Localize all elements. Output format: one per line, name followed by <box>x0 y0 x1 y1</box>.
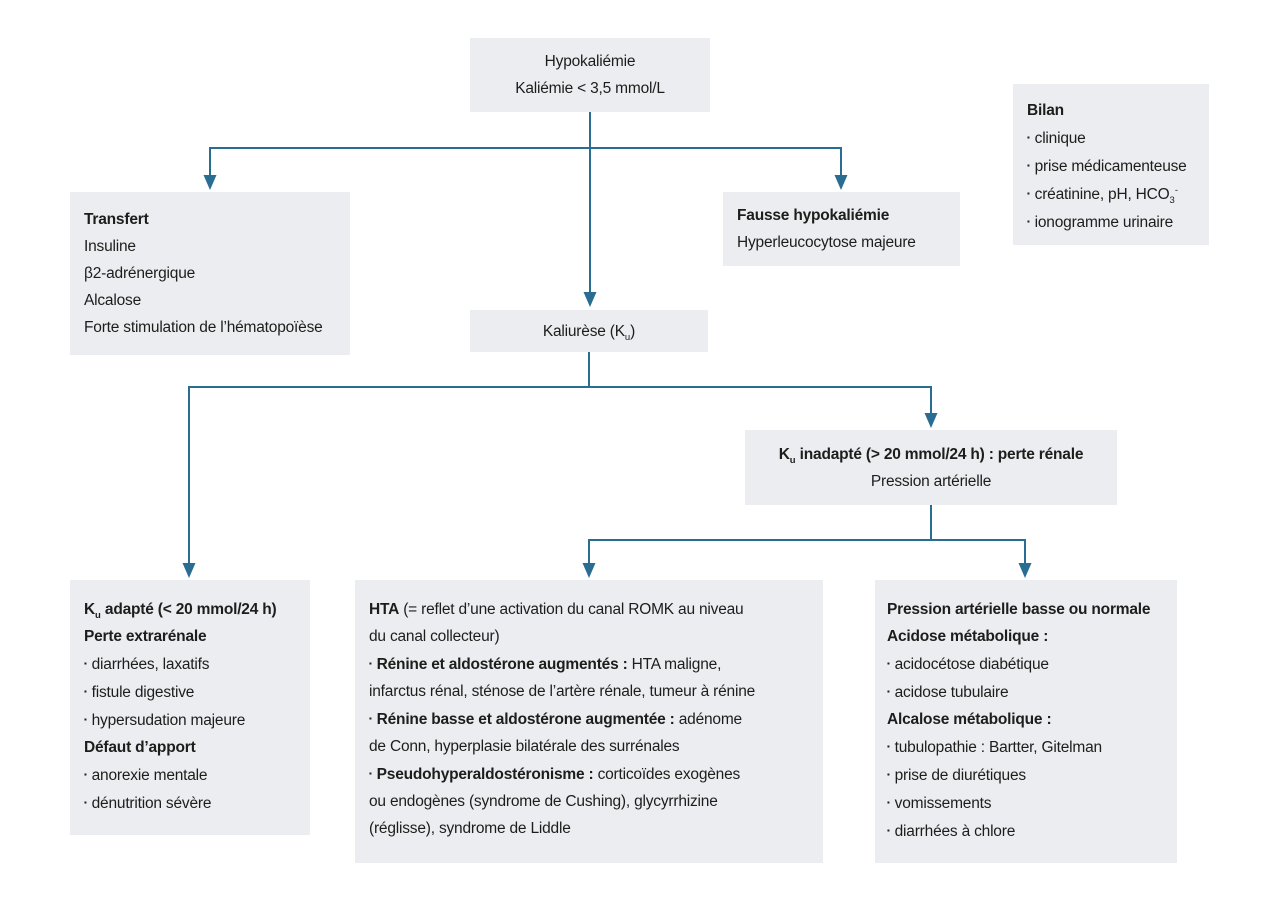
text-line <box>369 678 815 705</box>
bullet-icon: ▪ <box>84 798 87 807</box>
text-line <box>887 761 1171 789</box>
text-segment: inadapté (> 20 mmol/24 h) : perte rénale <box>795 445 1084 463</box>
text-line <box>84 206 342 233</box>
text-segment: Fausse hypokaliémie <box>737 207 890 224</box>
text-segment: - <box>1174 185 1178 196</box>
text-segment: acidocétose diabétique <box>894 656 1049 673</box>
text-line <box>1027 124 1201 152</box>
text-segment: prise médicamenteuse <box>1034 158 1187 175</box>
text-line <box>887 789 1171 817</box>
text-line <box>737 229 952 256</box>
text-segment: Hyperleucocytose majeure <box>737 234 916 251</box>
text-segment: Forte stimulation de l’hématopoïèse <box>84 319 323 336</box>
arrowhead-icon <box>835 175 848 190</box>
text-line <box>84 287 342 314</box>
text-line <box>84 761 302 789</box>
text-line <box>84 650 302 678</box>
text-line <box>887 706 1171 733</box>
node-hta <box>355 580 823 863</box>
text-line <box>887 733 1171 761</box>
text-segment: dénutrition sévère <box>91 795 212 812</box>
text-line <box>84 314 342 341</box>
text-line <box>84 789 302 817</box>
text-segment: β2-adrénergique <box>84 265 196 282</box>
text-segment: tubulopathie : Bartter, Gitelman <box>894 739 1102 756</box>
text-segment: fistule digestive <box>91 684 195 701</box>
text-segment: adénome <box>674 711 742 728</box>
bullet-icon: ▪ <box>369 714 372 723</box>
text-segment: u <box>624 331 631 343</box>
arrowhead-icon <box>183 563 196 578</box>
text-segment: créatinine, pH, HCO <box>1034 186 1170 203</box>
text-segment: prise de diurétiques <box>894 767 1026 784</box>
bullet-icon: ▪ <box>887 770 890 779</box>
text-segment: Pression artérielle basse ou normale <box>887 601 1151 618</box>
arrowhead-icon <box>925 413 938 428</box>
text-segment: (réglisse), syndrome de Liddle <box>369 820 571 837</box>
bullet-icon: ▪ <box>887 798 890 807</box>
text-line <box>369 623 815 650</box>
node-fausse-hypokaliemie <box>723 192 960 266</box>
text-segment: Rénine et aldostérone augmentés : <box>376 656 628 673</box>
node-ku-adapte <box>70 580 310 835</box>
text-segment: Perte extrarénale <box>84 628 207 645</box>
text-line <box>369 705 815 733</box>
text-segment: diarrhées, laxatifs <box>91 656 210 673</box>
text-segment: de Conn, hyperplasie bilatérale des surrénales <box>369 738 680 755</box>
text-segment: Alcalose <box>84 292 141 309</box>
text-segment: Pseudohyperaldostéronisme : <box>376 766 594 783</box>
text-segment: Défaut d’apport <box>84 739 196 756</box>
bullet-icon: ▪ <box>369 769 372 778</box>
text-line <box>887 650 1171 678</box>
text-line <box>470 75 710 102</box>
text-line <box>887 678 1171 706</box>
text-segment: ionogramme urinaire <box>1034 214 1173 231</box>
text-segment: hypersudation majeure <box>91 712 246 729</box>
text-line <box>369 596 815 623</box>
text-line <box>84 260 342 287</box>
text-line <box>737 202 952 229</box>
bullet-icon: ▪ <box>369 659 372 668</box>
bullet-icon: ▪ <box>887 687 890 696</box>
text-segment: Kaliurèse (K <box>542 322 625 340</box>
bullet-icon: ▪ <box>1027 189 1030 198</box>
text-segment: K <box>84 601 95 618</box>
text-segment: u <box>95 610 101 621</box>
text-segment: ou endogènes (syndrome de Cushing), glycyrrhizine <box>369 793 718 810</box>
bullet-icon: ▪ <box>1027 161 1030 170</box>
text-line <box>84 734 302 761</box>
arrowhead-icon <box>584 292 597 307</box>
bullet-icon: ▪ <box>84 659 87 668</box>
text-line <box>745 441 1117 468</box>
text-line <box>84 678 302 706</box>
bullet-icon: ▪ <box>84 715 87 724</box>
bullet-icon: ▪ <box>84 687 87 696</box>
bullet-icon: ▪ <box>887 826 890 835</box>
text-segment: adapté (< 20 mmol/24 h) <box>100 601 277 618</box>
text-line <box>470 48 710 75</box>
node-transfert <box>70 192 350 355</box>
text-segment: (= reflet d’une activation du canal ROMK au niveau <box>399 601 744 618</box>
text-line <box>887 623 1171 650</box>
text-line <box>369 733 815 760</box>
text-line <box>1027 97 1201 124</box>
text-line <box>84 623 302 650</box>
text-segment: du canal collecteur) <box>369 628 500 645</box>
text-segment: corticoïdes exogènes <box>593 766 741 783</box>
bullet-icon: ▪ <box>887 659 890 668</box>
text-segment: K <box>778 445 790 463</box>
text-segment: Alcalose métabolique : <box>887 711 1052 728</box>
node-bilan <box>1013 84 1209 245</box>
arrowhead-icon <box>204 175 217 190</box>
text-segment: ) <box>630 322 636 340</box>
text-segment: infarctus rénal, sténose de l’artère rénale, tumeur à rénine <box>369 683 756 700</box>
bullet-icon: ▪ <box>1027 217 1030 226</box>
node-hypokaliemie <box>470 38 710 112</box>
text-line <box>84 233 342 260</box>
text-line <box>470 318 708 345</box>
text-segment: Kaliémie < 3,5 mmol/L <box>515 80 665 97</box>
arrowhead-icon <box>583 563 596 578</box>
text-line <box>887 817 1171 845</box>
text-segment: Rénine basse et aldostérone augmentée : <box>376 711 675 728</box>
text-line <box>369 815 815 842</box>
bullet-icon: ▪ <box>84 770 87 779</box>
text-line <box>84 706 302 734</box>
node-ku-inadapte <box>745 430 1117 505</box>
text-line <box>1027 180 1201 208</box>
text-segment: HTA <box>369 601 400 618</box>
arrowhead-icon <box>1019 563 1032 578</box>
text-segment: HTA maligne, <box>627 656 722 673</box>
text-line <box>369 760 815 788</box>
text-segment: anorexie mentale <box>91 767 208 784</box>
text-segment: 3 <box>1169 195 1175 206</box>
text-segment: Insuline <box>84 238 136 255</box>
text-segment: diarrhées à chlore <box>894 823 1016 840</box>
node-kaliurese <box>470 310 708 352</box>
text-line <box>369 788 815 815</box>
text-line <box>1027 152 1201 180</box>
text-segment: clinique <box>1034 130 1086 147</box>
text-segment: Transfert <box>84 211 149 228</box>
text-segment: Pression artérielle <box>870 472 992 490</box>
text-segment: Acidose métabolique : <box>887 628 1049 645</box>
text-line <box>84 596 302 623</box>
text-segment: vomissements <box>894 795 992 812</box>
text-line <box>745 468 1117 495</box>
text-segment: Bilan <box>1027 102 1064 119</box>
text-segment: acidose tubulaire <box>894 684 1009 701</box>
text-segment: u <box>789 454 796 466</box>
text-line <box>369 650 815 678</box>
text-line <box>887 596 1171 623</box>
bullet-icon: ▪ <box>887 742 890 751</box>
node-pression-arterielle-basse <box>875 580 1177 863</box>
text-segment: Hypokaliémie <box>544 53 636 70</box>
text-line <box>1027 208 1201 236</box>
bullet-icon: ▪ <box>1027 133 1030 142</box>
